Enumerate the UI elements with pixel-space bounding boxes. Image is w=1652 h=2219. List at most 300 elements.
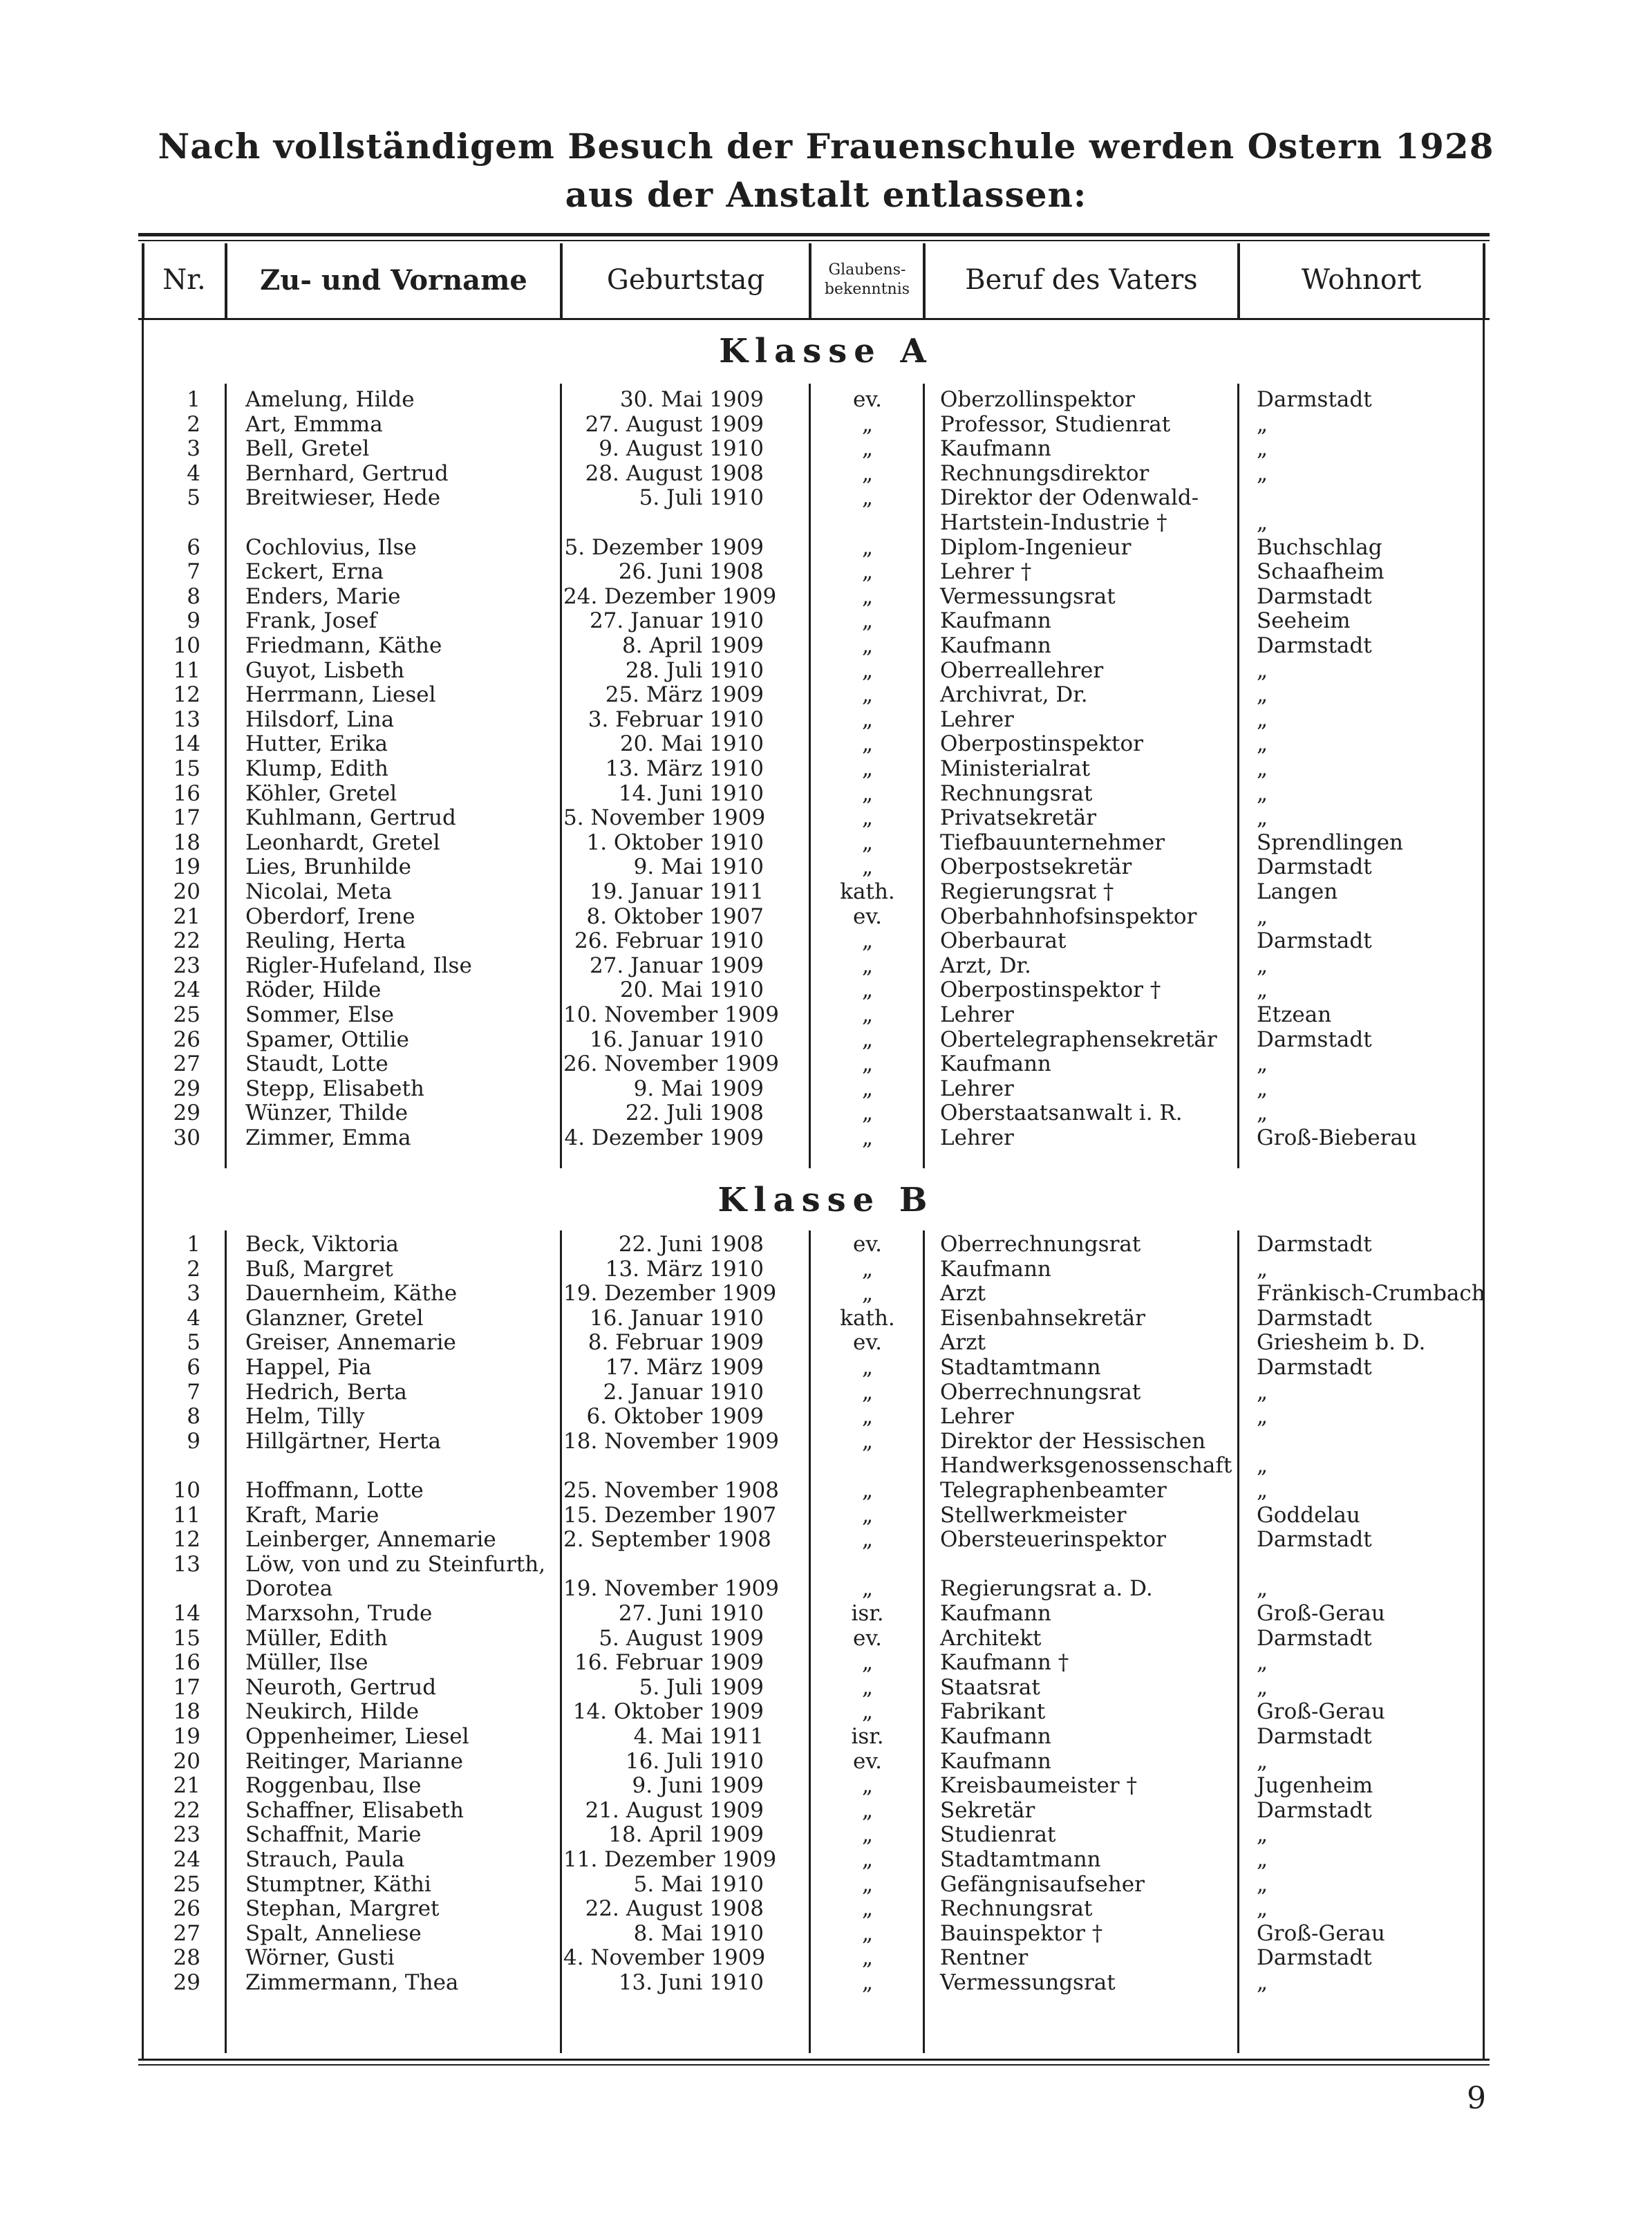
table-top-rule-thin <box>138 240 1490 241</box>
cell-job: Regierungsrat † <box>940 879 1114 904</box>
cell-date: 11. Dezember 1909 <box>563 1847 777 1872</box>
table-row <box>0 879 1652 904</box>
table-row <box>0 805 1652 830</box>
cell-nr: 11 <box>173 657 200 683</box>
cell-date: 26. November 1909 <box>563 1051 779 1077</box>
cell-date: 26. Februar 1910 <box>574 928 764 954</box>
cell-nr: 15 <box>173 756 200 781</box>
cell-job: Lehrer <box>940 706 1014 732</box>
cell-date: 13. März 1910 <box>605 756 764 781</box>
header-residence: Wohnort <box>1301 264 1422 296</box>
cell-rel: „ <box>861 1125 874 1150</box>
cell-job: Regierungsrat a. D. <box>940 1576 1153 1602</box>
table-row <box>0 535 1652 560</box>
cell-town: Groß-Gerau <box>1257 1601 1385 1626</box>
cell-date: 25. November 1908 <box>563 1478 779 1503</box>
cell-date: 18. November 1909 <box>563 1428 779 1454</box>
cell-town: „ <box>1257 1822 1268 1848</box>
table-row <box>0 1076 1652 1101</box>
cell-date: 19. Januar 1911 <box>589 879 764 904</box>
cell-job: Handwerksgenossenschaft <box>940 1453 1232 1479</box>
cell-rel: „ <box>861 1822 874 1848</box>
cell-nr: 18 <box>173 830 200 855</box>
cell-name: Spamer, Ottilie <box>245 1027 409 1052</box>
cell-name: Löw, von und zu Steinfurth, <box>245 1551 546 1577</box>
cell-name: Staudt, Lotte <box>245 1051 388 1077</box>
cell-job: Kaufmann <box>940 1051 1051 1077</box>
table-row <box>0 1921 1652 1946</box>
cell-name: Stepp, Elisabeth <box>245 1076 424 1101</box>
cell-date: 19. November 1909 <box>563 1576 779 1602</box>
cell-date: 9. Mai 1910 <box>633 854 764 880</box>
table-row <box>0 1847 1652 1872</box>
cell-rel: ev. <box>852 1330 883 1356</box>
table-row <box>0 658 1652 683</box>
table-row <box>0 1724 1652 1749</box>
cell-name: Spalt, Anneliese <box>245 1920 422 1946</box>
cell-job: Kreisbaumeister † <box>940 1773 1137 1799</box>
cell-date: 28. August 1908 <box>585 460 764 486</box>
cell-town: „ <box>1257 1101 1268 1126</box>
cell-name: Happel, Pia <box>245 1355 372 1380</box>
cell-rel: kath. <box>840 1305 895 1331</box>
cell-rel: „ <box>861 731 874 757</box>
cell-date: 28. Juli 1910 <box>625 657 764 683</box>
cell-date: 3. Februar 1910 <box>588 706 764 732</box>
cell-nr: 6 <box>187 534 200 560</box>
cell-date: 20. Mai 1910 <box>619 977 764 1003</box>
cell-name: Klump, Edith <box>245 756 388 781</box>
cell-date: 5. November 1909 <box>563 805 766 831</box>
cell-job: Telegraphenbeamter <box>940 1478 1167 1503</box>
table-row <box>0 461 1652 486</box>
cell-rel: „ <box>861 805 874 831</box>
cell-name: Neuroth, Gertrud <box>245 1674 437 1700</box>
cell-job: Bauinspektor † <box>940 1920 1103 1946</box>
cell-date: 9. Mai 1909 <box>633 1076 764 1101</box>
cell-job: Kaufmann † <box>940 1650 1069 1676</box>
cell-date: 4. Dezember 1909 <box>564 1125 764 1150</box>
table-row <box>0 1330 1652 1355</box>
cell-rel: ev. <box>852 1232 883 1257</box>
cell-date: 9. August 1910 <box>599 436 764 462</box>
cell-rel: „ <box>861 633 874 658</box>
cell-job: Kaufmann <box>940 1256 1051 1282</box>
cell-rel: „ <box>861 1650 874 1676</box>
cell-name: Hilsdorf, Lina <box>245 706 395 732</box>
page-subtitle: aus der Anstalt entlassen: <box>565 174 1087 215</box>
cell-rel: „ <box>861 1527 874 1553</box>
cell-rel: „ <box>861 1027 874 1052</box>
cell-job: Rentner <box>940 1945 1029 1971</box>
cell-name: Dauernheim, Käthe <box>245 1281 458 1307</box>
cell-job: Diplom-Ingenieur <box>940 534 1132 560</box>
cell-name: Helm, Tilly <box>245 1404 365 1430</box>
cell-town: „ <box>1257 780 1268 806</box>
header-religion-line2: bekenntnis <box>824 281 910 298</box>
cell-rel: „ <box>861 559 874 585</box>
cell-job: Tiefbauunternehmer <box>940 830 1165 855</box>
cell-rel: kath. <box>840 879 895 904</box>
header-name: Zu- und Vorname <box>260 263 527 297</box>
cell-nr: 16 <box>173 780 200 806</box>
cell-job: Oberstaatsanwalt i. R. <box>940 1101 1183 1126</box>
cell-job: Oberreallehrer <box>940 657 1104 683</box>
cell-nr: 6 <box>187 1355 200 1380</box>
cell-rel: „ <box>861 1101 874 1126</box>
cell-rel: „ <box>861 1871 874 1897</box>
cell-date: 20. Mai 1910 <box>619 731 764 757</box>
cell-date: 5. Mai 1910 <box>633 1871 764 1897</box>
cell-date: 22. Juni 1908 <box>618 1232 764 1257</box>
cell-job: Ministerialrat <box>940 756 1091 781</box>
cell-town: Darmstadt <box>1257 633 1372 658</box>
cell-town: „ <box>1257 706 1268 732</box>
cell-town: „ <box>1257 756 1268 781</box>
table-row <box>0 953 1652 978</box>
cell-town: Goddelau <box>1257 1502 1360 1528</box>
cell-date: 14. Juni 1910 <box>618 780 764 806</box>
cell-town: „ <box>1257 1478 1268 1503</box>
cell-name: Hutter, Erika <box>245 731 388 757</box>
table-row <box>0 1945 1652 1970</box>
cell-date: 22. August 1908 <box>585 1896 764 1922</box>
cell-nr: 13 <box>173 1551 200 1577</box>
cell-nr: 5 <box>187 1330 200 1356</box>
cell-town: „ <box>1257 1847 1268 1872</box>
cell-nr: 7 <box>187 559 200 585</box>
cell-name: Oppenheimer, Liesel <box>245 1724 469 1749</box>
cell-rel: „ <box>861 1051 874 1077</box>
table-row <box>0 1503 1652 1528</box>
cell-name: Wörner, Gusti <box>245 1945 395 1971</box>
cell-rel: „ <box>861 1797 874 1823</box>
cell-job: Fabrikant <box>940 1699 1046 1725</box>
cell-date: 4. November 1909 <box>563 1945 766 1971</box>
cell-name: Leonhardt, Gretel <box>245 830 440 855</box>
cell-date: 22. Juli 1908 <box>625 1101 764 1126</box>
table-row <box>0 633 1652 658</box>
cell-rel: „ <box>861 1920 874 1946</box>
cell-date: 8. Oktober 1907 <box>586 903 764 929</box>
table-row <box>0 1232 1652 1257</box>
cell-town: „ <box>1257 903 1268 929</box>
table-row <box>0 1002 1652 1027</box>
cell-name: Neukirch, Hilde <box>245 1699 420 1725</box>
cell-date: 14. Oktober 1909 <box>572 1699 764 1725</box>
cell-nr: 10 <box>173 633 200 658</box>
cell-job: Kaufmann <box>940 608 1051 634</box>
cell-town: „ <box>1257 510 1268 535</box>
cell-town: Darmstadt <box>1257 1797 1372 1823</box>
cell-name: Dorotea <box>245 1576 333 1602</box>
cell-nr: 17 <box>173 805 200 831</box>
cell-rel: „ <box>861 1355 874 1380</box>
cell-name: Schaffner, Elisabeth <box>245 1797 464 1823</box>
cell-job: Oberpostsekretär <box>940 854 1132 880</box>
cell-town: „ <box>1257 805 1268 831</box>
cell-name: Reitinger, Marianne <box>245 1748 463 1774</box>
cell-town: Darmstadt <box>1257 1027 1372 1052</box>
cell-name: Bell, Gretel <box>245 436 370 462</box>
table-row <box>0 1626 1652 1651</box>
header-religion-line1: Glaubens- <box>828 261 906 279</box>
cell-rel: „ <box>861 1002 874 1027</box>
cell-nr: 12 <box>173 682 200 708</box>
cell-name: Zimmermann, Thea <box>245 1970 459 1995</box>
cell-rel: „ <box>861 1896 874 1922</box>
cell-rel: „ <box>861 1699 874 1725</box>
cell-date: 5. Juli 1910 <box>639 485 764 511</box>
cell-job: Studienrat <box>940 1822 1056 1848</box>
cell-rel: ev. <box>852 387 883 412</box>
cell-rel: „ <box>861 1945 874 1971</box>
table-row <box>0 559 1652 584</box>
cell-nr: 3 <box>187 436 200 462</box>
table-row <box>0 1896 1652 1921</box>
cell-rel: „ <box>861 682 874 708</box>
cell-town: „ <box>1257 1256 1268 1282</box>
table-row <box>0 756 1652 781</box>
cell-nr: 10 <box>173 1478 200 1503</box>
cell-town: „ <box>1257 1051 1268 1077</box>
cell-rel: „ <box>861 1428 874 1454</box>
cell-job: Architekt <box>940 1625 1042 1651</box>
cell-date: 24. Dezember 1909 <box>563 583 777 609</box>
cell-name: Art, Emmma <box>245 411 383 437</box>
table-row <box>0 1798 1652 1823</box>
cell-date: 16. Januar 1910 <box>589 1027 764 1052</box>
cell-job: Arzt <box>940 1330 986 1356</box>
cell-town: „ <box>1257 657 1268 683</box>
cell-town: „ <box>1257 411 1268 437</box>
cell-rel: „ <box>861 1256 874 1282</box>
cell-date: 5. August 1909 <box>599 1625 764 1651</box>
cell-name: Herrmann, Liesel <box>245 682 436 708</box>
cell-date: 4. Mai 1911 <box>633 1724 764 1749</box>
cell-town: Jugenheim <box>1257 1773 1373 1799</box>
cell-name: Hoffmann, Lotte <box>245 1478 424 1503</box>
cell-nr: 29 <box>173 1970 200 1995</box>
cell-date: 18. April 1909 <box>608 1822 764 1848</box>
cell-town: „ <box>1257 1379 1268 1405</box>
cell-rel: „ <box>861 583 874 609</box>
cell-town: „ <box>1257 731 1268 757</box>
cell-rel: „ <box>861 1502 874 1528</box>
cell-date: 13. Juni 1910 <box>618 1970 764 1995</box>
cell-nr: 27 <box>173 1920 200 1946</box>
cell-date: 2. September 1908 <box>563 1527 771 1553</box>
cell-name: Stumptner, Käthi <box>245 1871 431 1897</box>
page-title: Nach vollständigem Besuch der Frauenschule werden Ostern 1928 <box>158 126 1494 167</box>
cell-name: Marxsohn, Trude <box>245 1601 433 1626</box>
cell-name: Hillgärtner, Herta <box>245 1428 441 1454</box>
table-row <box>0 928 1652 953</box>
cell-town: „ <box>1257 1650 1268 1676</box>
cell-name: Bernhard, Gertrud <box>245 460 449 486</box>
cell-town: Langen <box>1257 879 1338 904</box>
cell-name: Glanzner, Gretel <box>245 1305 424 1331</box>
cell-nr: 16 <box>173 1650 200 1676</box>
cell-job: Obersteuerinspektor <box>940 1527 1166 1553</box>
table-row <box>0 854 1652 879</box>
cell-date: 26. Juni 1908 <box>618 559 764 585</box>
table-row <box>0 707 1652 732</box>
cell-rel: „ <box>861 780 874 806</box>
cell-rel: „ <box>861 1478 874 1503</box>
cell-job: Arzt, Dr. <box>940 953 1031 978</box>
cell-rel: „ <box>861 1970 874 1995</box>
page-number: 9 <box>1467 2081 1486 2116</box>
cell-nr: 14 <box>173 731 200 757</box>
cell-name: Schaffnit, Marie <box>245 1822 422 1848</box>
section-heading-klasse-b: Klasse B <box>717 1181 935 1219</box>
table-row <box>0 1478 1652 1503</box>
cell-date: 27. Juni 1910 <box>618 1601 764 1626</box>
cell-job: Stadtamtmann <box>940 1355 1101 1380</box>
table-row <box>0 1027 1652 1052</box>
table-row <box>0 1773 1652 1798</box>
header-birthday: Geburtstag <box>606 264 765 296</box>
cell-name: Kraft, Marie <box>245 1502 379 1528</box>
cell-rel: ev. <box>852 903 883 929</box>
cell-date: 17. März 1909 <box>605 1355 764 1380</box>
cell-nr: 25 <box>173 1002 200 1027</box>
table-row <box>0 1675 1652 1700</box>
cell-town: Darmstadt <box>1257 387 1372 412</box>
cell-town: „ <box>1257 1453 1268 1479</box>
cell-job: Obertelegraphensekretär <box>940 1027 1217 1052</box>
cell-job: Oberbahnhofsinspektor <box>940 903 1197 929</box>
cell-town: „ <box>1257 682 1268 708</box>
cell-name: Buß, Margret <box>245 1256 393 1282</box>
cell-date: 15. Dezember 1907 <box>563 1502 777 1528</box>
header-religion <box>811 245 923 315</box>
cell-rel: „ <box>861 1674 874 1700</box>
cell-job: Kaufmann <box>940 633 1051 658</box>
cell-nr: 20 <box>173 879 200 904</box>
cell-nr: 9 <box>187 608 200 634</box>
cell-town: Darmstadt <box>1257 1355 1372 1380</box>
cell-job: Kaufmann <box>940 1748 1051 1774</box>
cell-date: 19. Dezember 1909 <box>563 1281 777 1307</box>
cell-name: Oberdorf, Irene <box>245 903 415 929</box>
cell-job: Kaufmann <box>940 436 1051 462</box>
table-row <box>0 1552 1652 1577</box>
cell-date: 8. April 1909 <box>621 633 764 658</box>
cell-job: Stellwerkmeister <box>940 1502 1127 1528</box>
cell-job: Vermessungsrat <box>940 1970 1116 1995</box>
cell-name: Friedmann, Käthe <box>245 633 442 658</box>
cell-job: Professor, Studienrat <box>940 411 1171 437</box>
cell-town: „ <box>1257 1576 1268 1602</box>
cell-town: Sprendlingen <box>1257 830 1404 855</box>
table-row <box>0 1601 1652 1626</box>
header-father-job: Beruf des Vaters <box>965 264 1198 296</box>
cell-job: Privatsekretär <box>940 805 1097 831</box>
cell-town: „ <box>1257 1896 1268 1922</box>
table-row <box>0 1453 1652 1478</box>
table-row <box>0 1125 1652 1150</box>
cell-date: 1. Oktober 1910 <box>586 830 764 855</box>
cell-job: Sekretär <box>940 1797 1035 1823</box>
cell-job: Lehrer <box>940 1002 1014 1027</box>
cell-date: 5. Dezember 1909 <box>564 534 764 560</box>
cell-name: Röder, Hilde <box>245 977 382 1003</box>
cell-nr: 2 <box>187 411 200 437</box>
section-heading-klasse-a: Klasse A <box>719 332 933 371</box>
cell-job: Vermessungsrat <box>940 583 1116 609</box>
cell-nr: 29 <box>173 1101 200 1126</box>
cell-town: Darmstadt <box>1257 1945 1372 1971</box>
table-row <box>0 1380 1652 1405</box>
cell-nr: 14 <box>173 1601 200 1626</box>
cell-town: „ <box>1257 1076 1268 1101</box>
cell-rel: isr. <box>851 1601 884 1626</box>
cell-date: 13. März 1910 <box>605 1256 764 1282</box>
cell-rel: „ <box>861 1379 874 1405</box>
cell-date: 8. Februar 1909 <box>588 1330 764 1356</box>
cell-name: Hedrich, Berta <box>245 1379 407 1405</box>
cell-name: Enders, Marie <box>245 583 401 609</box>
header-nr: Nr. <box>162 264 206 296</box>
table-row <box>0 1257 1652 1282</box>
cell-name: Sommer, Else <box>245 1002 394 1027</box>
cell-name: Müller, Ilse <box>245 1650 368 1676</box>
cell-name: Guyot, Lisbeth <box>245 657 405 683</box>
table-row <box>0 1051 1652 1076</box>
cell-job: Direktor der Odenwald- <box>940 485 1199 511</box>
cell-nr: 19 <box>173 854 200 880</box>
cell-nr: 15 <box>173 1625 200 1651</box>
cell-date: 25. März 1909 <box>605 682 764 708</box>
cell-nr: 18 <box>173 1699 200 1725</box>
cell-nr: 29 <box>173 1076 200 1101</box>
cell-nr: 8 <box>187 583 200 609</box>
cell-nr: 20 <box>173 1748 200 1774</box>
cell-nr: 17 <box>173 1674 200 1700</box>
cell-rel: „ <box>861 1576 874 1602</box>
cell-rel: „ <box>861 534 874 560</box>
cell-town: Darmstadt <box>1257 1625 1372 1651</box>
cell-nr: 26 <box>173 1027 200 1052</box>
cell-name: Zimmer, Emma <box>245 1125 411 1150</box>
cell-rel: „ <box>861 830 874 855</box>
cell-nr: 12 <box>173 1527 200 1553</box>
cell-town: Groß-Bieberau <box>1257 1125 1417 1150</box>
cell-rel: „ <box>861 1076 874 1101</box>
cell-rel: „ <box>861 706 874 732</box>
cell-nr: 27 <box>173 1051 200 1077</box>
cell-name: Cochlovius, Ilse <box>245 534 417 560</box>
table-row <box>0 485 1652 510</box>
cell-job: Stadtamtmann <box>940 1847 1101 1872</box>
cell-nr: 4 <box>187 1305 200 1331</box>
cell-rel: „ <box>861 1281 874 1307</box>
cell-town: Darmstadt <box>1257 1527 1372 1553</box>
cell-rel: „ <box>861 953 874 978</box>
cell-rel: „ <box>861 485 874 511</box>
cell-nr: 9 <box>187 1428 200 1454</box>
cell-nr: 28 <box>173 1945 200 1971</box>
table-row <box>0 584 1652 609</box>
cell-date: 8. Mai 1910 <box>633 1920 764 1946</box>
cell-town: Etzean <box>1257 1002 1332 1027</box>
cell-job: Direktor der Hessischen <box>940 1428 1206 1454</box>
table-row <box>0 781 1652 806</box>
cell-job: Oberpostinspektor † <box>940 977 1161 1003</box>
cell-nr: 11 <box>173 1502 200 1528</box>
